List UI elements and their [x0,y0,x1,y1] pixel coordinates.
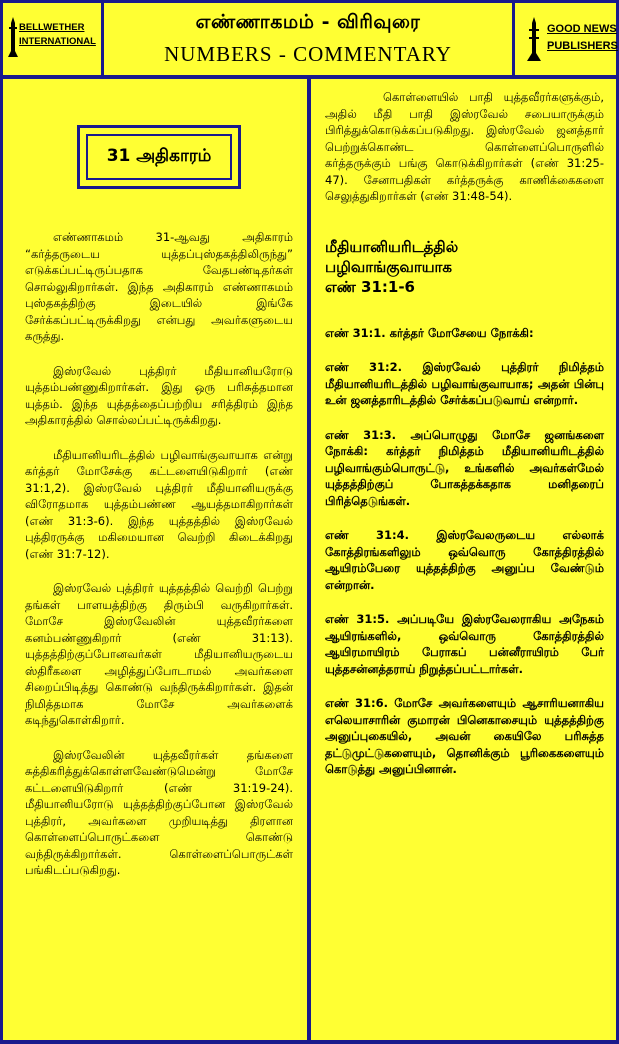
section-heading-line: மீதியானியரிடத்தில் [325,237,459,256]
verse: எண் 31:3. அப்பொழுது மோசே ஜனங்களை நோக்கி: கர்த்தர் நிமித்தம் மீதியானியரிடத்தில் பழிவாங்கும்பொருட்டு, உங்களில் அவர்கள்மேல் யுத்தத்திற்குப் போகத்தக்கதாக மனிதரைப் பிரித்தெடுங்கள். [325,427,604,508]
verse: எண் 31:6. மோசே அவர்களையும் ஆசாரியனாகிய எலெயாசாரின் குமாரன் பினெகாசையும் யுத்தத்திற்கு அனுப்புகையில், அவன் கையிலே பரிசுத்த தட்டுமுட்டுகளையும், தொனிக்கும் பூரிகைகளையும் கொடுத்து அனுப்பினான். [325,696,604,776]
left-column [3,79,307,1040]
paragraph: இஸ்ரவேல் புத்திரர் யுத்தத்தில் வெற்றி பெற்று தங்கள் பாளயத்திற்கு திரும்பி வருகிறார்கள். மோசே இஸ்ரவேலின் யுத்தவீரர்களை கனம்பண்ணுகிறார் (எண் 31:13). யுத்தத்திற்குப்போனவர்கள் மீதியானியருடைய ஸ்திரீகளை அழித்துப்போடாமல் அவர்களை சிறைப்பிடித்து கொண்டு வந்திருக்கிறார்கள். இதன் நிமித்தமாக மோசே அவர்களைக் கடிந்துகொள்கிறார். [25,581,293,727]
bellwether-logo [3,3,101,75]
tower-icon [8,17,18,57]
verse: எண் 31:2. இஸ்ரவேல் புத்திரர் நிமித்தம் மீதியானியரிடத்தில் பழிவாங்குவாயாக; அதன் பின்பு உன் ஜனத்தாரிடத்தில் சேர்க்கப்படுவாய் என்றார். [325,360,604,407]
chapter-box [77,125,241,189]
good-news-logo [515,3,616,75]
section-heading-line: எண் 31:1-6 [325,277,415,296]
verse: எண் 31:5. அப்படியே இஸ்ரவேலராகிய அநேகம் ஆயிரங்களில், ஒவ்வொரு கோத்திரத்தில் ஆயிரமாயிரம் பேராகப் பன்னீராயிரம் பேர் யுத்தசன்னத்தராய் நிறுத்தப்பட்டார்கள். [325,612,604,676]
verse: எண் 31:1. கர்த்தர் மோசேயை நோக்கி: [325,325,534,340]
intro-paragraph: கொள்ளையில் பாதி யுத்தவீரர்களுக்கும், அதில் மீதி பாதி இஸ்ரவேல் சபையாருக்கும் பிரித்துக்கொடுக்கப்படுகிறது. இஸ்ரவேல் ஜனத்தார் பெற்றுக்கொண்ட கொள்ளைப்பொருளில் கர்த்தருக்கும் பங்கு கொடுக்கிறார்கள் (எண் 31:25-47). சேனாபதிகள் கர்த்தருக்கு காணிக்கைகளை செலுத்துகிறார்கள் (எண் 31:48-54). [325,90,604,203]
page-header [3,3,616,75]
paragraph: இஸ்ரவேலின் யுத்தவீரர்கள் தங்களை சுத்திகரித்துக்கொள்ளவேண்டுமென்று மோசே கட்டளையிடுகிறார் (எண் 31:19-24). மீதியானியரோடு யுத்தத்திற்குப்போன இஸ்ரவேல் புத்திரர், அவர்களை முறியடித்து திரளான கொள்ளைப்பொருட்களை கொண்டு வந்திருக்கிறார்கள். கொள்ளைப்பொருட்கள் பங்கிடப்படுகிறது. [25,747,293,877]
tower-icon [527,17,541,61]
paragraph: எண்ணாகமம் 31-ஆவது அதிகாரம் “கர்த்தருடைய யுத்தப்புஸ்தகத்திலிருந்து” எடுக்கப்பட்டிருப்பதாக வேதபண்டிதர்கள் சொல்லுகிறார்கள். இந்த அதிகாரம் எண்ணாகமம் புஸ்தகத்திற்கு இடையில் இங்கே சேர்க்கப்பட்டிருக்கிறது என்பது அவர்களுடைய கருத்து. [25,230,293,343]
section-heading [325,237,604,297]
title-english: NUMBERS - COMMENTARY [164,42,452,66]
title-tamil: எண்ணாகமம் - விரிவுரை [195,11,421,33]
verse: எண் 31:4. இஸ்ரவேலருடைய எல்லாக் கோத்திரங்களிலும் ஒவ்வொரு கோத்திரத்தில் ஆயிரம்பேரை யுத்தத்திற்கு அனுப்ப வேண்டும் என்றான். [325,528,604,592]
logo-right-line1: GOOD NEWS [547,23,617,35]
right-column [311,79,616,1040]
logo-left-line1: BELLWETHER [19,22,85,33]
section-heading-line: பழிவாங்குவாயாக [325,257,452,276]
paragraph: இஸ்ரவேல் புத்திரர் மீதியானியரோடு யுத்தம்பண்ணுகிறார்கள். இது ஒரு பரிசுத்தமான யுத்தம். இந்த யுத்தத்தைப்பற்றிய சரித்திரம் இந்த அதிகாரத்தில் சொல்லப்பட்டிருக்கிறது. [25,363,293,427]
logo-right-line2: PUBLISHERS [547,40,618,52]
logo-left-line2: INTERNATIONAL [19,36,96,47]
paragraph: மீதியானியரிடத்தில் பழிவாங்குவாயாக என்று கர்த்தர் மோசேக்கு கட்டளையிடுகிறார் (எண் 31:1,2). இஸ்ரவேல் புத்திரர் மீதியானியருக்கு விரோதமாக யுத்தம்பண்ண ஆயத்தமாகிறார்கள் (எண் 31:3-6). இந்த யுத்தத்தில் இஸ்ரவேல் புத்திரருக்கு மகிமையான வெற்றி கிடைக்கிறது (எண் 31:7-12). [25,447,293,561]
chapter-title: 31 அதிகாரம் [86,134,232,180]
title-box [104,3,512,75]
